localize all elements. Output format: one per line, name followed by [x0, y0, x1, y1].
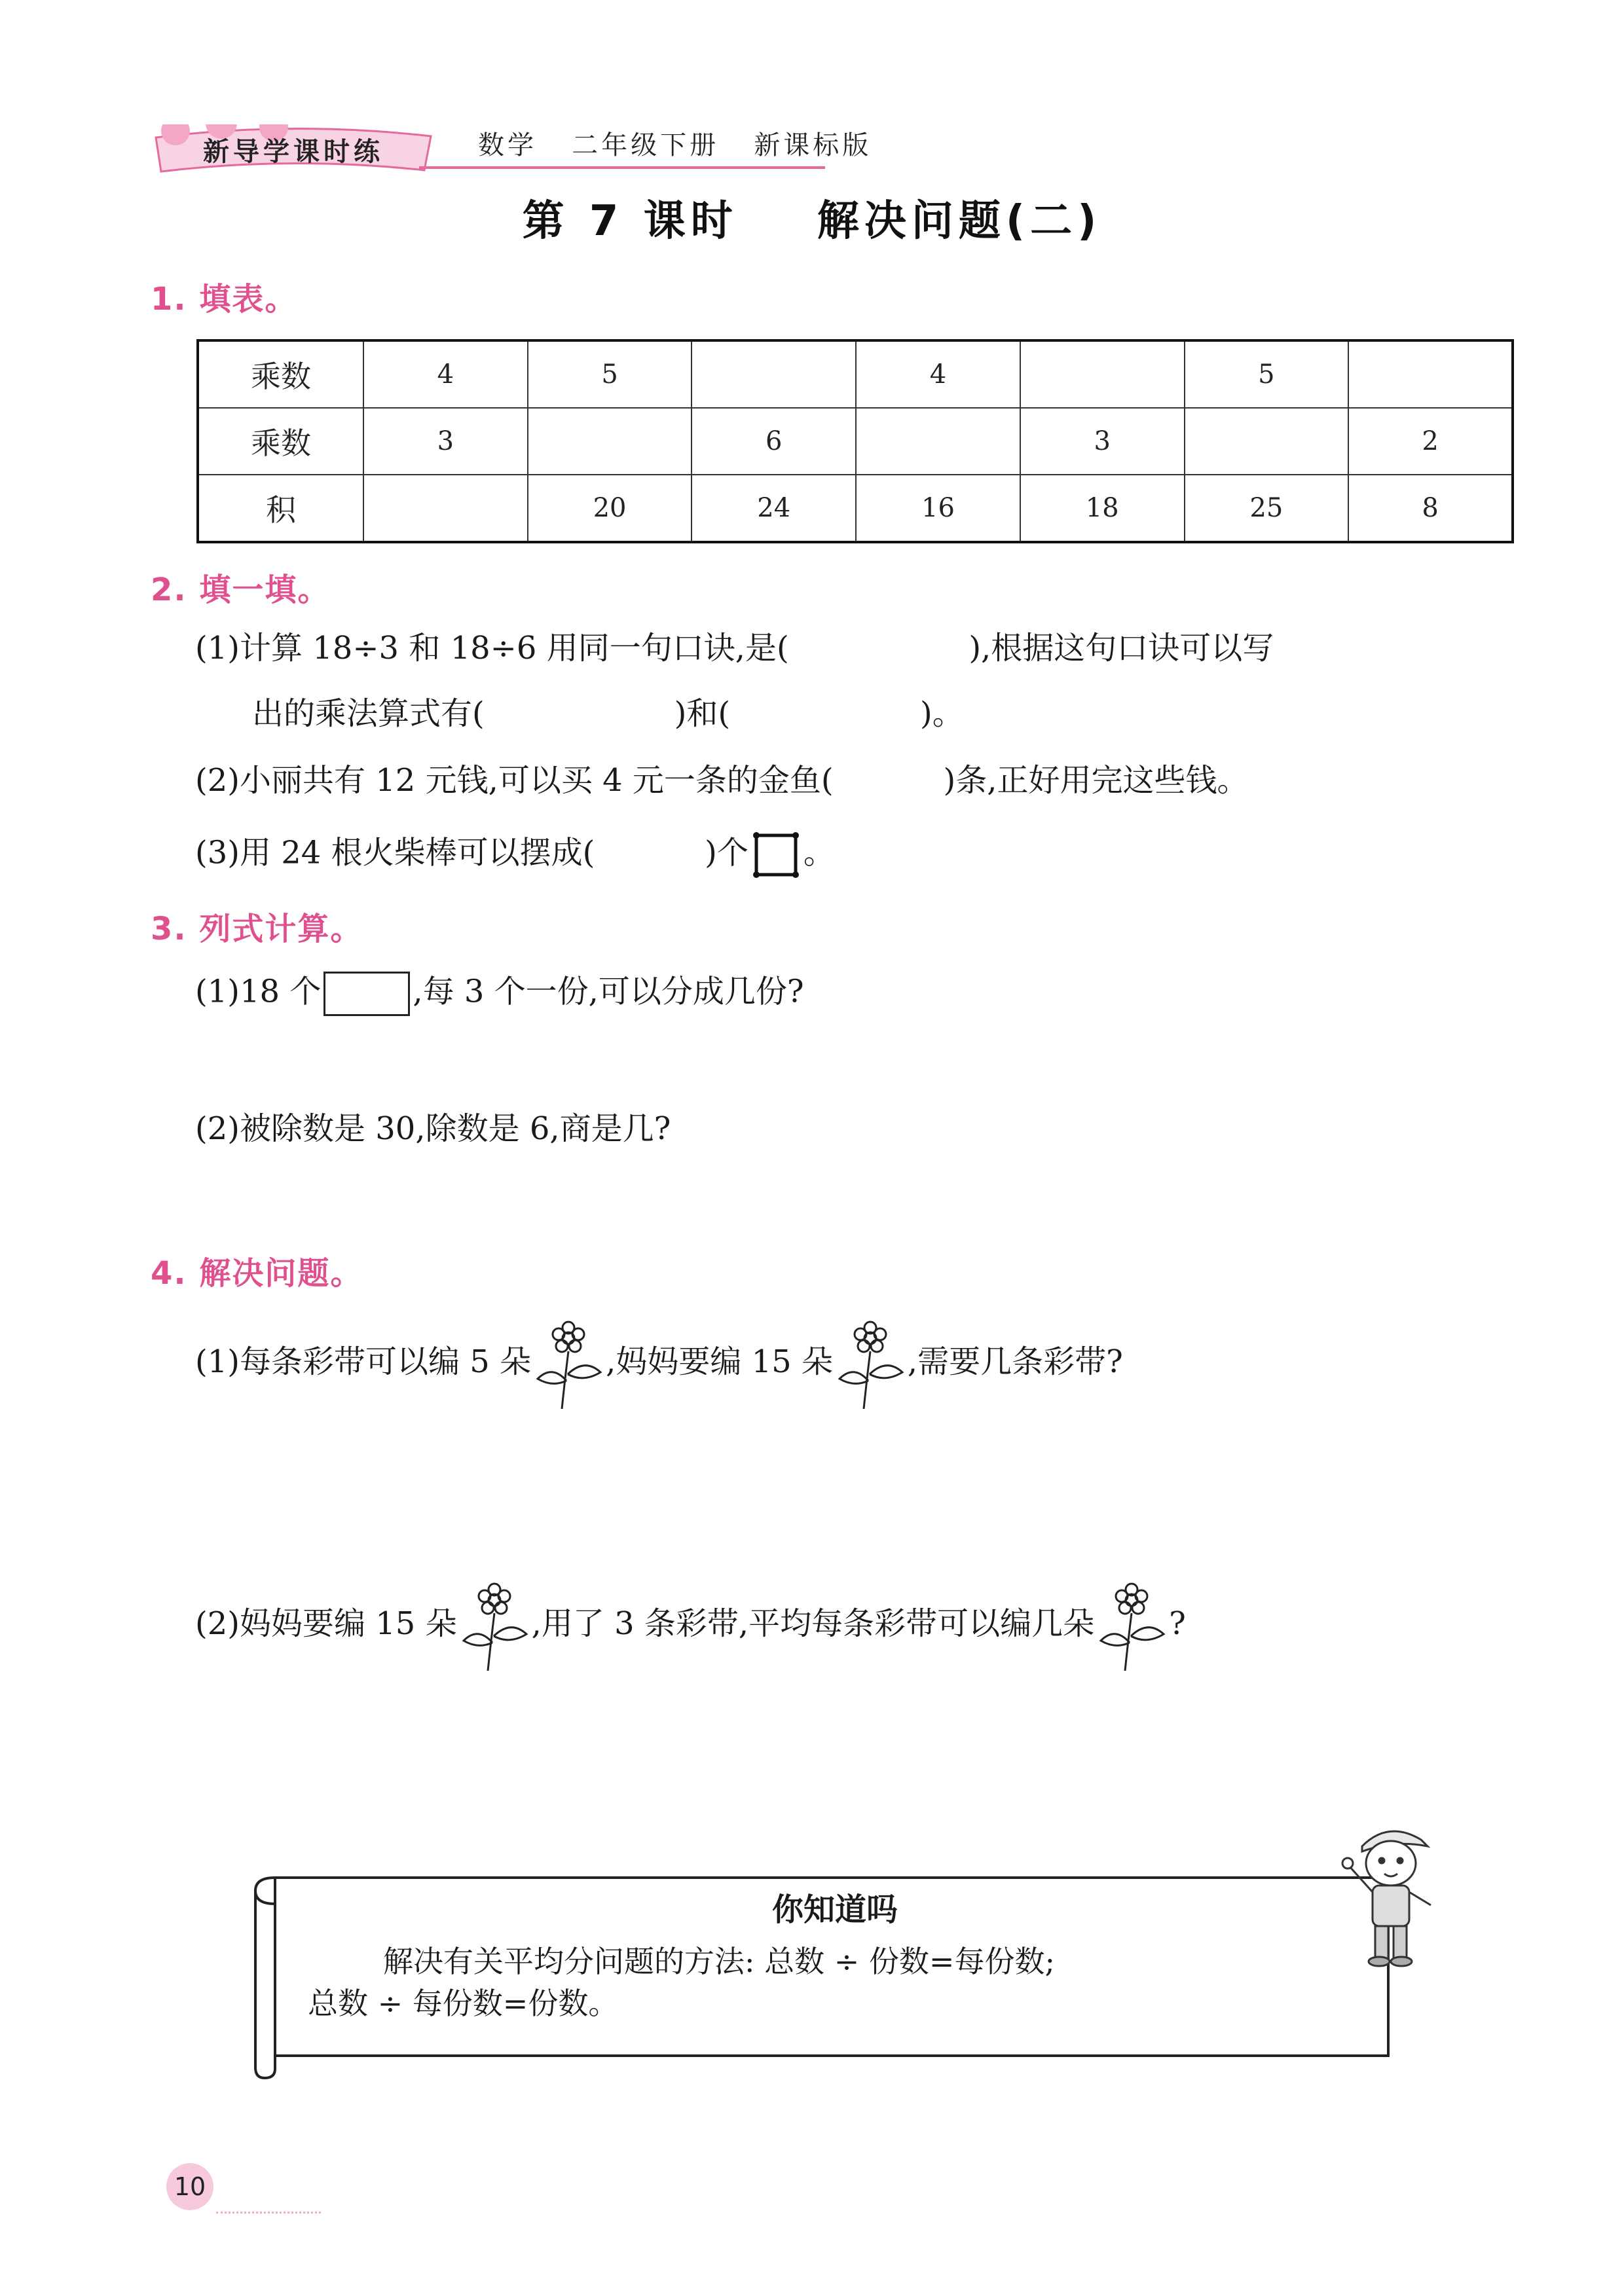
table-cell: 4 [363, 340, 528, 408]
table-cell: 4 [856, 340, 1020, 408]
s2-q1-line2: 出的乘法算式有( )和( )。 [252, 695, 964, 732]
table-cell: 6 [692, 408, 856, 475]
s2-q1-line1: (1)计算 18÷3 和 18÷6 用同一句口诀,是( ),根据这句口诀可以写 [195, 630, 1274, 666]
s4-q1 [195, 1316, 1123, 1410]
row-label: 乘数 [198, 408, 363, 475]
page-number-dots [216, 2212, 321, 2216]
blank-cell[interactable] [1020, 340, 1185, 408]
header-meta [478, 124, 872, 162]
table-cell: 5 [528, 340, 692, 408]
fill-table [196, 339, 1514, 543]
s2-q3-text: (3)用 24 根火柴棒可以摆成( )个 [195, 834, 748, 871]
section-1-title: 1. 填表。 [151, 281, 298, 318]
flower-icon [532, 1319, 604, 1410]
s3-q1-text: (1)18 个 [195, 973, 322, 1010]
s4-q1-text-1: (1)每条彩带可以编 5 朵 [195, 1343, 532, 1380]
table-row [198, 340, 1513, 408]
blank-cell[interactable] [1348, 340, 1513, 408]
table-cell: 24 [692, 475, 856, 542]
s3-q1-rest: ,每 3 个一份,可以分成几份? [413, 973, 804, 1010]
matchstick-square-icon [751, 830, 801, 880]
header-subject: 数学 [478, 130, 537, 160]
table-cell: 5 [1185, 340, 1349, 408]
row-label: 乘数 [198, 340, 363, 408]
table-cell: 25 [1185, 475, 1349, 542]
blank-cell[interactable] [692, 340, 856, 408]
lesson-title: 第 7 课时 解决问题(二) [522, 197, 1102, 246]
s2-q3-end: 。 [803, 834, 835, 871]
table-cell: 20 [528, 475, 692, 542]
header-edition: 新课标版 [754, 130, 872, 160]
s4-q2-text-2: ,用了 3 条彩带,平均每条彩带可以编几朵 [531, 1605, 1095, 1642]
s3-q2: (2)被除数是 30,除数是 6,商是几? [195, 1110, 671, 1147]
s3-q1 [195, 972, 804, 1016]
section-2-title: 2. 填一填。 [151, 572, 331, 608]
s4-q1-text-2: ,妈妈要编 15 朵 [606, 1343, 833, 1380]
s4-q2 [195, 1578, 1186, 1672]
blank-cell[interactable] [1185, 408, 1349, 475]
section-3-title: 3. 列式计算。 [151, 911, 363, 947]
table-cell: 16 [856, 475, 1020, 542]
header-divider [419, 166, 825, 169]
blank-cell[interactable] [363, 475, 528, 542]
table-cell: 3 [363, 408, 528, 475]
s4-q2-text-3: ? [1169, 1605, 1186, 1642]
flower-icon [1096, 1580, 1168, 1672]
tip-heading: 你知道吗 [771, 1891, 898, 1928]
blank-cell[interactable] [528, 408, 692, 475]
page-number: 10 [174, 2172, 206, 2201]
row-label: 积 [198, 475, 363, 542]
s2-q2: (2)小丽共有 12 元钱,可以买 4 元一条的金鱼( )条,正好用完这些钱。 [195, 762, 1249, 799]
table-cell: 18 [1020, 475, 1185, 542]
table-cell: 8 [1348, 475, 1513, 542]
tip-line-1: 解决有关平均分问题的方法: 总数 ÷ 份数=每份数; [383, 1944, 1055, 1979]
blank-cell[interactable] [856, 408, 1020, 475]
flower-icon [834, 1319, 906, 1410]
tip-line-2: 总数 ÷ 每份数=份数。 [308, 1986, 619, 2021]
section-4-title: 4. 解决问题。 [151, 1255, 363, 1292]
s2-q3 [195, 830, 835, 880]
cartoon-child-icon [1336, 1820, 1441, 1971]
header-grade: 二年级下册 [572, 130, 720, 160]
brand-title: 新导学课时练 [203, 137, 384, 167]
table-cell: 2 [1348, 408, 1513, 475]
s4-q2-text-1: (2)妈妈要编 15 朵 [195, 1605, 457, 1642]
blank-box [323, 972, 410, 1016]
table-row [198, 475, 1513, 542]
flower-icon [458, 1580, 530, 1672]
table-cell: 3 [1020, 408, 1185, 475]
table-row [198, 408, 1513, 475]
s4-q1-text-3: ,需要几条彩带? [907, 1343, 1123, 1380]
